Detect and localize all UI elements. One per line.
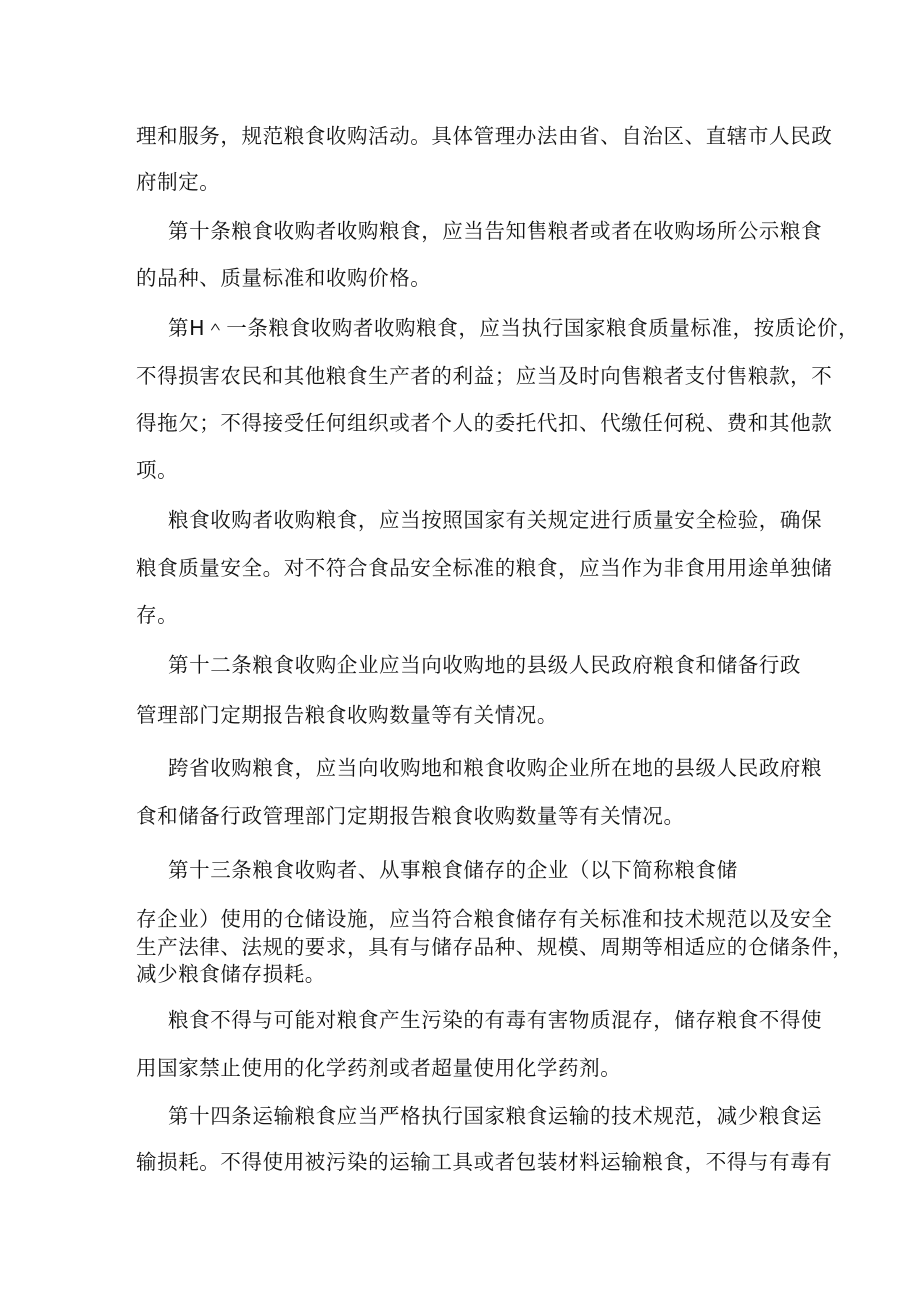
text-line: 输损耗。不得使用被污染的运输工具或者包装材料运输粮食，不得与有毒有 (136, 1150, 833, 1174)
text-line: 管理部门定期报告粮食收购数量等有关情况。 (136, 703, 558, 727)
text-line: 粮食不得与可能对粮食产生污染的有毒有害物质混存，储存粮食不得使 (168, 1008, 823, 1032)
text-line: 食和储备行政管理部门定期报告粮食收购数量等有关情况。 (136, 804, 685, 828)
text-line: 减少粮食储存损耗。 (136, 962, 326, 986)
text-line: 生产法律、法规的要求，具有与储存品种、规模、周期等相适应的仓储条件， (136, 935, 854, 959)
text-line: 存企业）使用的仓储设施，应当符合粮食储存有关标准和技术规范以及安全 (136, 907, 833, 931)
text-line: 项。 (136, 458, 179, 482)
text-line: 第H＾一条粮食收购者收购粮食，应当执行国家粮食质量标准，按质论价， (168, 316, 860, 340)
text-line: 粮食收购者收购粮食，应当按照国家有关规定进行质量安全检验，确保 (168, 508, 823, 532)
text-line: 第十四条运输粮食应当严格执行国家粮食运输的技术规范，减少粮食运 (168, 1104, 823, 1128)
text-line: 跨省收购粮食，应当向收购地和粮食收购企业所在地的县级人民政府粮 (168, 756, 823, 780)
text-line: 理和服务，规范粮食收购活动。具体管理办法由省、自治区、直辖市人民政 (136, 124, 833, 148)
text-line: 府制定。 (136, 170, 221, 194)
text-line: 第十三条粮食收购者、从事粮食储存的企业（以下简称粮食储 (168, 858, 738, 882)
text-line: 得拖欠；不得接受任何组织或者个人的委托代扣、代缴任何税、费和其他款 (136, 411, 833, 435)
text-line: 第十二条粮食收购企业应当向收购地的县级人民政府粮食和储备行政 (168, 653, 801, 677)
text-line: 第十条粮食收购者收购粮食，应当告知售粮者或者在收购场所公示粮食 (168, 219, 823, 243)
text-line: 存。 (136, 603, 179, 627)
text-line: 用国家禁止使用的化学药剂或者超量使用化学药剂。 (136, 1056, 622, 1080)
text-line: 的品种、质量标准和收购价格。 (136, 266, 432, 290)
text-line: 粮食质量安全。对不符合食品安全标准的粮食，应当作为非食用用途单独储 (136, 556, 833, 580)
text-line: 不得损害农民和其他粮食生产者的利益；应当及时向售粮者支付售粮款，不 (136, 364, 833, 388)
